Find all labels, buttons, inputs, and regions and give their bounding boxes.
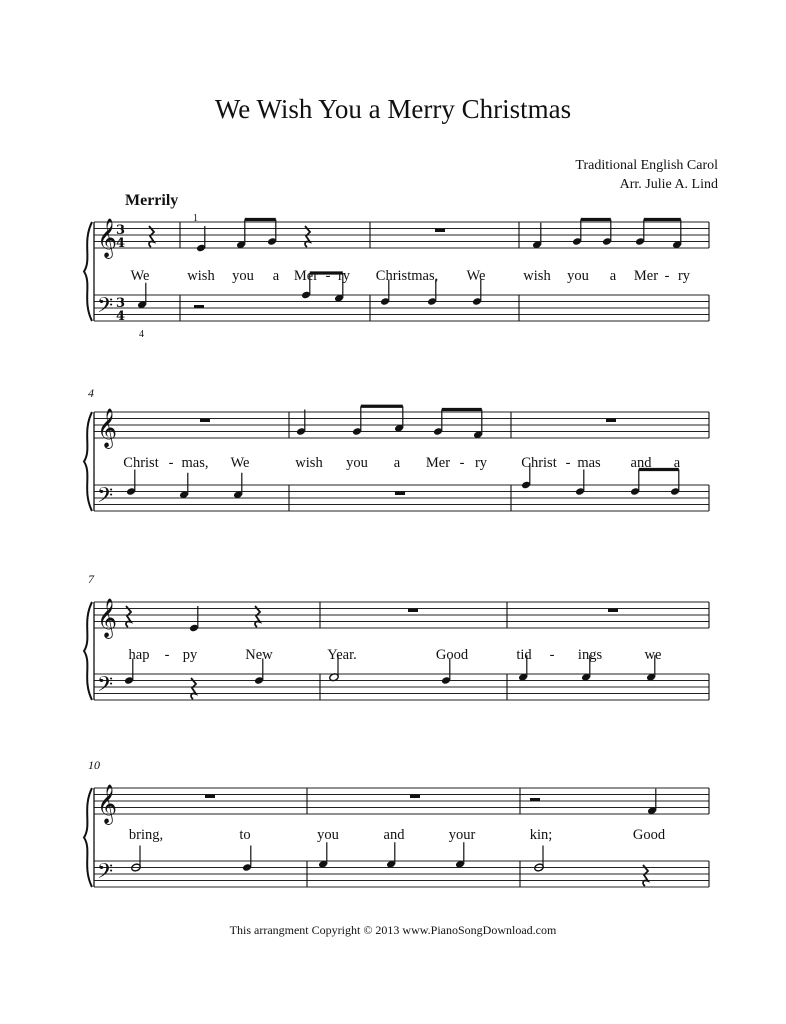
- lyric-syllable: -: [325, 268, 331, 284]
- lyric-syllable: Good: [435, 647, 469, 663]
- bass-clef-icon: 𝄢: [97, 859, 114, 888]
- lyric-syllable: wish: [187, 268, 215, 284]
- bass-clef-icon: 𝄢: [97, 672, 114, 701]
- grand-staff-brace: [84, 602, 92, 700]
- lyric-syllable: ings: [577, 647, 603, 663]
- fingering-treble: 1: [193, 213, 198, 224]
- treble-clef-icon: 𝄞: [97, 598, 118, 638]
- bass-clef-icon: 𝄢: [97, 293, 114, 322]
- whole-rest: [410, 795, 420, 799]
- composer-line-origin: Traditional English Carol: [575, 158, 718, 173]
- grand-staff-brace: [84, 222, 92, 321]
- lyric-syllable: mas,: [181, 455, 209, 471]
- lyric-syllable: Mer: [425, 455, 451, 471]
- tempo-marking: Merrily: [125, 192, 179, 209]
- quarter-rest: [255, 606, 260, 627]
- bass-clef-icon: 𝄢: [97, 483, 114, 512]
- lyric-syllable: you: [567, 268, 589, 284]
- lyric-syllable: ry: [337, 268, 351, 284]
- lyric-syllable: to: [239, 827, 251, 843]
- lyric-syllable: Mer: [633, 268, 659, 284]
- quarter-rest: [126, 606, 131, 627]
- lyric-syllable: your: [448, 827, 476, 843]
- grand-staff-brace: [84, 788, 92, 887]
- lyric-syllable: We: [230, 455, 250, 471]
- lyric-syllable: you: [346, 455, 368, 471]
- lyric-syllable: you: [232, 268, 254, 284]
- measure-number-10: 10: [88, 758, 100, 772]
- whole-rest: [608, 609, 618, 613]
- time-signature-bottom: 4: [116, 309, 126, 324]
- time-signature-top: 3: [116, 223, 126, 238]
- lyric-syllable: we: [644, 647, 662, 663]
- lyric-syllable: kin;: [529, 827, 553, 843]
- lyric-syllable: and: [630, 455, 652, 471]
- lyric-syllable: and: [383, 827, 405, 843]
- lyric-syllable: wish: [295, 455, 323, 471]
- lyric-syllable: hap: [128, 647, 150, 663]
- lyric-syllable: New: [245, 647, 273, 663]
- lyric-syllable: a: [272, 268, 280, 284]
- whole-rest: [395, 492, 405, 496]
- lyric-syllable: Christmas,: [375, 268, 439, 284]
- quarter-rest: [191, 678, 196, 699]
- half-rest: [530, 798, 540, 801]
- lyric-syllable: a: [673, 455, 681, 471]
- grand-staff-brace: [84, 412, 92, 511]
- half-rest: [194, 305, 204, 308]
- lyric-syllable: Good: [632, 827, 666, 843]
- lyric-syllable: We: [130, 268, 150, 284]
- fingering-bass: 4: [139, 329, 144, 340]
- time-signature-bottom: 4: [116, 236, 126, 251]
- lyric-syllable: a: [393, 455, 401, 471]
- whole-rest: [606, 419, 616, 423]
- lyric-syllable: bring,: [128, 827, 164, 843]
- copyright-footer: This arrangment Copyright © 2013 www.PianoSongDownload.com: [229, 923, 557, 937]
- treble-clef-icon: 𝄞: [97, 408, 118, 448]
- whole-rest: [408, 609, 418, 613]
- measure-number-4: 4: [88, 386, 94, 400]
- measure-number-7: 7: [88, 572, 94, 586]
- lyric-syllable: py: [182, 647, 198, 663]
- lyric-syllable: -: [459, 455, 465, 471]
- lyric-syllable: tid: [516, 647, 532, 663]
- whole-rest: [205, 795, 215, 799]
- lyric-syllable: mas: [577, 455, 601, 471]
- lyric-syllable: Christ: [123, 455, 159, 471]
- lyric-syllable: Christ: [521, 455, 557, 471]
- page-title: We Wish You a Merry Christmas: [214, 94, 572, 124]
- lyric-syllable: -: [664, 268, 670, 284]
- lyric-syllable: Mer: [293, 268, 319, 284]
- treble-clef-icon: 𝄞: [97, 218, 118, 258]
- treble-clef-icon: 𝄞: [97, 784, 118, 824]
- lyric-syllable: wish: [523, 268, 551, 284]
- whole-rest: [435, 229, 445, 233]
- lyric-syllable: We: [466, 268, 486, 284]
- quarter-rest: [149, 226, 154, 247]
- lyric-syllable: -: [168, 455, 174, 471]
- composer-line-arranger: Arr. Julie A. Lind: [619, 177, 718, 192]
- lyric-syllable: ry: [677, 268, 691, 284]
- lyric-syllable: -: [549, 647, 555, 663]
- lyric-syllable: -: [565, 455, 571, 471]
- quarter-rest: [643, 865, 648, 886]
- quarter-rest: [305, 226, 310, 247]
- lyric-syllable: you: [317, 827, 339, 843]
- lyric-syllable: -: [164, 647, 170, 663]
- lyric-syllable: Year.: [327, 647, 357, 663]
- lyric-syllable: ry: [474, 455, 488, 471]
- whole-rest: [200, 419, 210, 423]
- lyric-syllable: a: [609, 268, 617, 284]
- time-signature-top: 3: [116, 296, 126, 311]
